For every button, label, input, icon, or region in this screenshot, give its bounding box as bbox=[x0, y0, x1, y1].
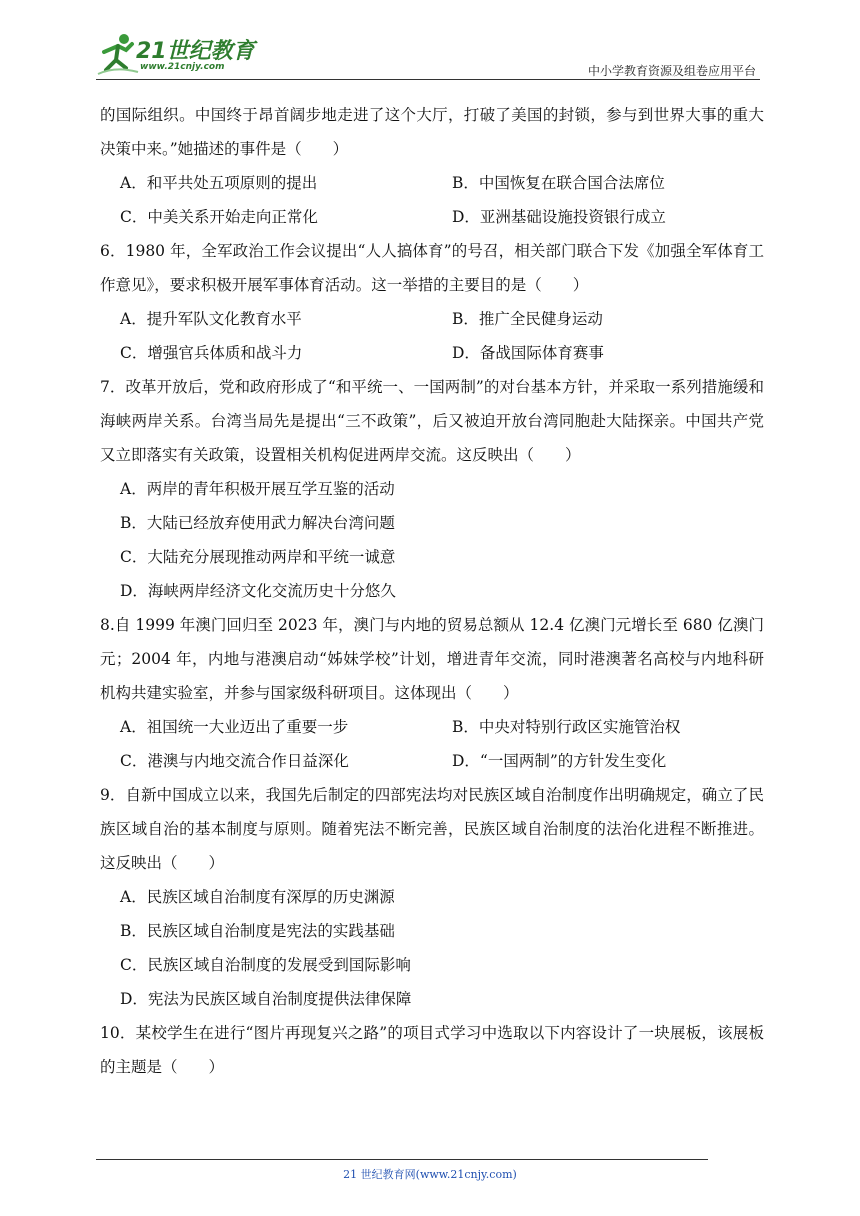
question-block bbox=[100, 778, 764, 1016]
answer-option[interactable]: C．民族区域自治制度的发展受到国际影响 bbox=[120, 956, 411, 974]
question-block bbox=[100, 608, 764, 778]
answer-option[interactable]: D．备战国际体育赛事 bbox=[452, 344, 604, 362]
platform-name: 中小学教育资源及组卷应用平台 bbox=[587, 64, 756, 78]
header-divider bbox=[96, 79, 760, 80]
question-stem: 6．1980 年，全军政治工作会议提出“人人搞体育”的号召，相关部门联合下发《加强全军体育工作意见》，要求积极开展军事体育活动。这一举措的主要目的是（ ） bbox=[100, 242, 764, 294]
answer-option[interactable]: A．提升军队文化教育水平 bbox=[120, 310, 302, 328]
footer-divider bbox=[96, 1159, 708, 1160]
option-group bbox=[100, 472, 764, 608]
logo-url: www.21cnjy.com bbox=[140, 62, 225, 72]
option-group bbox=[100, 880, 764, 1016]
question-stem: 9．自新中国成立以来，我国先后制定的四部宪法均对民族区域自治制度作出明确规定，确立了民族区域自治的基本制度与原则。随着宪法不断完善，民族区域自治制度的法治化进程不断推进。这反映出（ ） bbox=[100, 786, 764, 872]
answer-option[interactable]: D．亚洲基础设施投资银行成立 bbox=[452, 208, 666, 226]
question-list bbox=[100, 98, 764, 1084]
site-logo[interactable] bbox=[96, 32, 266, 78]
footer-link[interactable]: 21 世纪教育网(www.21cnjy.com) bbox=[343, 1168, 517, 1181]
question-stem: 7．改革开放后，党和政府形成了“和平统一、一国两制”的对台基本方针，并采取一系列措施缓和海峡两岸关系。台湾当局先是提出“三不政策”，后又被迫开放台湾同胞赴大陆探亲。中国共产党又立即落实有关政策，设置相关机构促进两岸交流。这反映出（ ） bbox=[100, 378, 764, 464]
answer-option[interactable]: C．港澳与内地交流合作日益深化 bbox=[120, 752, 349, 770]
answer-option[interactable]: B．中央对特别行政区实施管治权 bbox=[452, 718, 681, 736]
answer-option[interactable]: C．中美关系开始走向正常化 bbox=[120, 208, 318, 226]
answer-option[interactable]: A．和平共处五项原则的提出 bbox=[120, 174, 318, 192]
page-header bbox=[0, 0, 860, 80]
option-group bbox=[100, 710, 764, 778]
question-stem: 8.自 1999 年澳门回归至 2023 年，澳门与内地的贸易总额从 12.4 亿澳门元增长至 680 亿澳门元；2004 年，内地与港澳启动“姊妹学校”计划，增进青年交流，同时港澳著名高校与内地科研机构共建实验室，并参与国家级科研项目。这体现出（ ） bbox=[100, 616, 764, 702]
answer-option[interactable]: D．宪法为民族区域自治制度提供法律保障 bbox=[120, 990, 412, 1008]
question-block bbox=[100, 234, 764, 370]
answer-option[interactable]: D．海峡两岸经济文化交流历史十分悠久 bbox=[120, 582, 396, 600]
option-group bbox=[100, 302, 764, 370]
answer-option[interactable]: D．“一国两制”的方针发生变化 bbox=[452, 752, 667, 770]
question-block bbox=[100, 98, 764, 234]
question-stem: 10．某校学生在进行“图片再现复兴之路”的项目式学习中选取以下内容设计了一块展板，该展板的主题是（ ） bbox=[100, 1024, 764, 1076]
answer-option[interactable]: B．大陆已经放弃使用武力解决台湾问题 bbox=[120, 514, 395, 532]
answer-option[interactable]: B．民族区域自治制度是宪法的实践基础 bbox=[120, 922, 395, 940]
answer-option[interactable]: B．中国恢复在联合国合法席位 bbox=[452, 174, 665, 192]
question-block bbox=[100, 1016, 764, 1084]
answer-option[interactable]: C．增强官兵体质和战斗力 bbox=[120, 344, 303, 362]
option-group bbox=[100, 166, 764, 234]
answer-option[interactable]: A．民族区域自治制度有深厚的历史渊源 bbox=[120, 888, 395, 906]
logo-text: 21世纪教育 bbox=[136, 39, 255, 64]
answer-option[interactable]: A．两岸的青年积极开展互学互鉴的活动 bbox=[120, 480, 395, 498]
question-stem: 的国际组织。中国终于昂首阔步地走进了这个大厅，打破了美国的封锁，参与到世界大事的重大决策中来。”她描述的事件是（ ） bbox=[100, 106, 764, 158]
answer-option[interactable]: A．祖国统一大业迈出了重要一步 bbox=[120, 718, 349, 736]
runner-logo-icon bbox=[96, 32, 140, 78]
answer-option[interactable]: B．推广全民健身运动 bbox=[452, 310, 603, 328]
question-block bbox=[100, 370, 764, 608]
answer-option[interactable]: C．大陆充分展现推动两岸和平统一诚意 bbox=[120, 548, 396, 566]
